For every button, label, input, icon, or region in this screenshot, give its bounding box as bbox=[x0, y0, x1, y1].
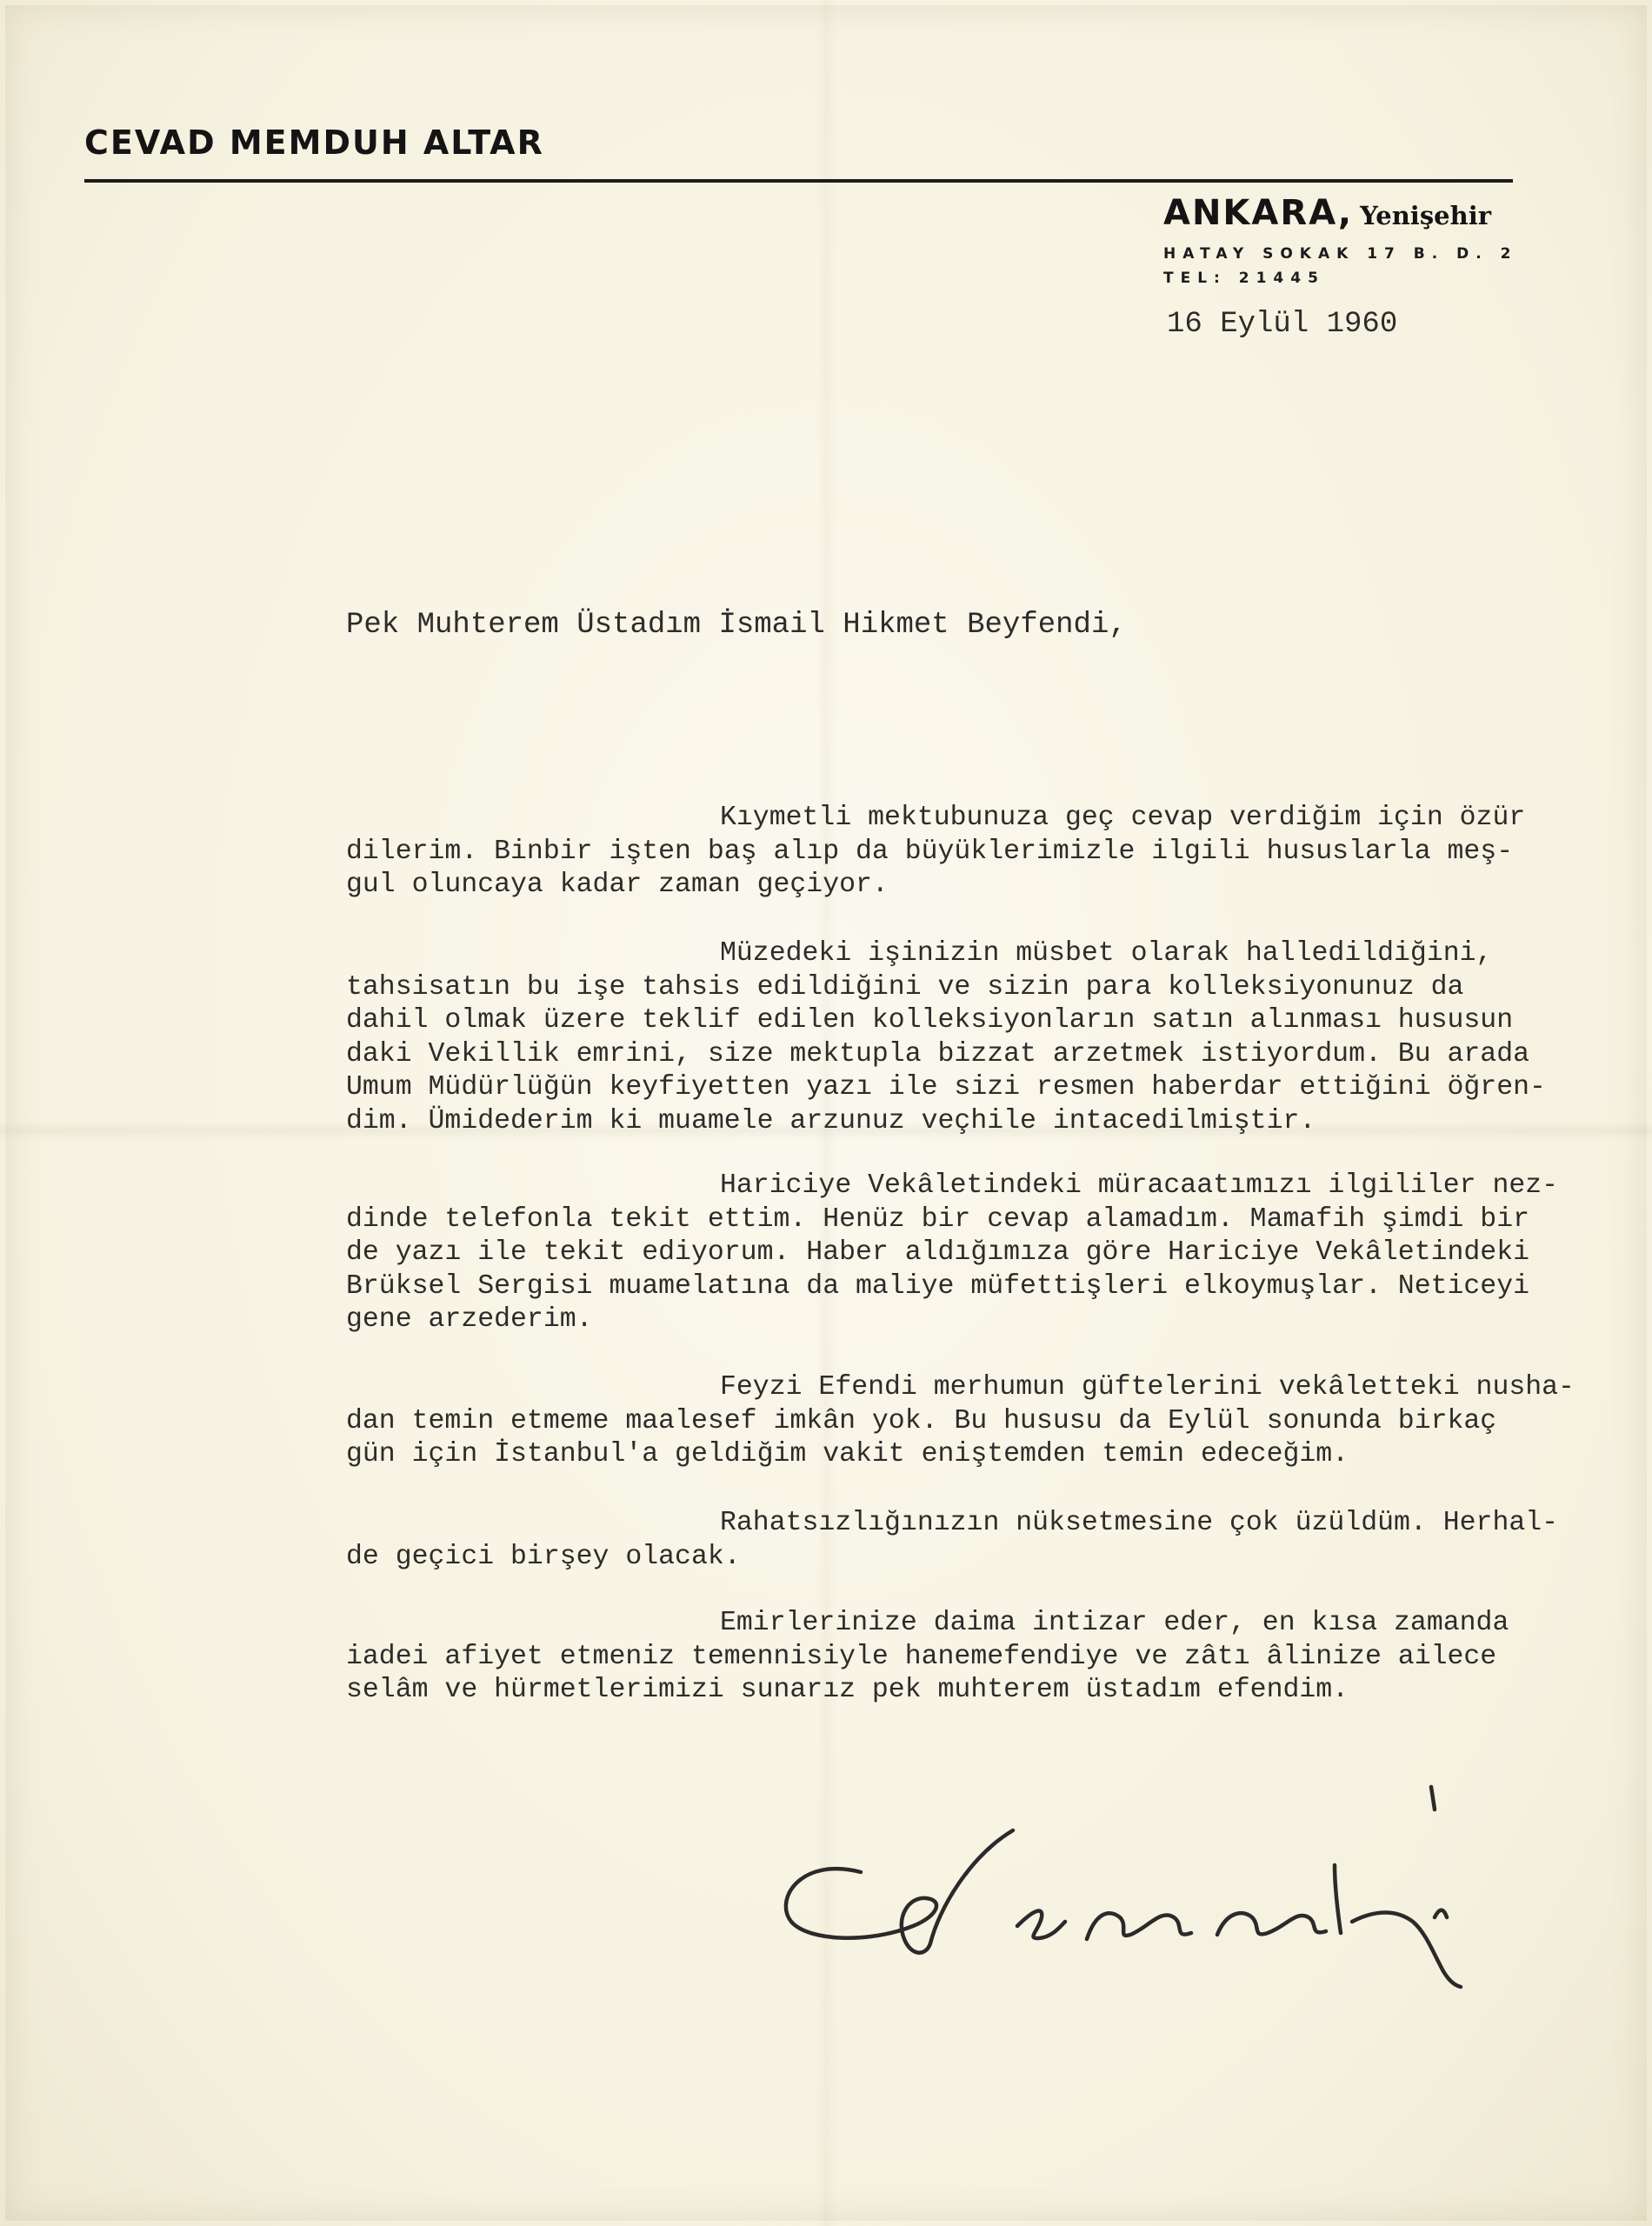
letterhead-address: HATAY SOKAK 17 B. D. 2 bbox=[1163, 245, 1518, 263]
text-line: Brüksel Sergisi muamelatına da maliye müfettişleri elkoymuşlar. Neticeyi bbox=[346, 1270, 1530, 1302]
text-line: dahil olmak üzere teklif edilen kolleksiyonların satın alınması hususun bbox=[346, 1005, 1514, 1036]
paragraph-foreign-ministry bbox=[346, 1170, 1559, 1337]
signature-stroke bbox=[1087, 1913, 1191, 1939]
text-line: Kıymetli mektubunuza geç cevap verdiğim için özür bbox=[720, 803, 1526, 833]
text-line: de geçici birşey olacak. bbox=[346, 1541, 741, 1572]
text-line: Hariciye Vekâletindeki müracaatımızı ilgililer nez- bbox=[720, 1170, 1559, 1201]
signature-stroke bbox=[1352, 1912, 1461, 1987]
text-line: Müzedeki işinizin müsbet olarak halledildiğini, bbox=[720, 938, 1493, 969]
letterhead-city-line bbox=[1163, 193, 1491, 233]
text-line: dan temin etmeme maalesef imkân yok. Bu hususu da Eylül sonunda birkaç bbox=[346, 1405, 1497, 1436]
text-line: selâm ve hürmetlerimizi sunarız pek muhterem üstadım efendim. bbox=[346, 1675, 1349, 1705]
letterhead-city: ANKARA, bbox=[1163, 193, 1354, 233]
text-line: gul oluncaya kadar zaman geçiyor. bbox=[346, 870, 889, 900]
signature-stroke bbox=[786, 1869, 936, 1953]
paragraph-health bbox=[346, 1507, 1559, 1574]
text-line: iadei afiyet etmeniz temennisiyle hanemefendiye ve zâtı âlinize ailece bbox=[346, 1641, 1497, 1672]
text-line: daki Vekillik emrini, size mektupla bizzat arzetmek istiyordum. Bu arada bbox=[346, 1038, 1530, 1070]
text-line: Emirlerinize daima intizar eder, en kısa zamanda bbox=[720, 1608, 1509, 1638]
signature-stroke bbox=[1017, 1911, 1065, 1938]
text-line: gene arzederim. bbox=[346, 1304, 593, 1335]
text-line: dinde telefonla tekit ettim. Henüz bir cevap alamadım. Mamafih şimdi bir bbox=[346, 1203, 1530, 1235]
letterhead-district: Yenişehir bbox=[1360, 201, 1491, 230]
paragraph-closing bbox=[346, 1607, 1511, 1708]
salutation: Pek Muhterem Üstadım İsmail Hikmet Beyfendi, bbox=[346, 609, 1127, 642]
paragraph-lyrics bbox=[346, 1371, 1575, 1472]
letterhead-rule bbox=[84, 179, 1513, 183]
letter-date: 16 Eylül 1960 bbox=[1167, 308, 1398, 341]
text-line: dim. Ümidederim ki muamele arzunuz veçhile intacedilmiştir. bbox=[346, 1105, 1316, 1136]
signature-stroke bbox=[1217, 1913, 1326, 1935]
paragraph-museum bbox=[346, 937, 1546, 1138]
text-line: Feyzi Efendi merhumun güftelerini vekâletteki nusha- bbox=[720, 1372, 1575, 1403]
handwritten-signature bbox=[765, 1778, 1548, 2022]
text-line: tahsisatın bu işe tahsis edildiğini ve sizin para kolleksiyonunuz da bbox=[346, 971, 1464, 1003]
text-line: Rahatsızlığınızın nüksetmesine çok üzüldüm. Herhal- bbox=[720, 1508, 1559, 1538]
text-line: gün için İstanbul'a geldiğim vakit eniştemden temin edeceğim. bbox=[346, 1439, 1349, 1470]
signature-stroke bbox=[1435, 1910, 1447, 1917]
signature-stroke bbox=[930, 1830, 1013, 1943]
text-line: Umum Müdürlüğün keyfiyetten yazı ile sizi resmen haberdar ettiğini öğren- bbox=[346, 1072, 1546, 1103]
paragraph-apology bbox=[346, 802, 1526, 903]
signature-stroke bbox=[1431, 1787, 1435, 1809]
text-line: dilerim. Binbir işten baş alıp da büyüklerimizle ilgili hususlarla meş- bbox=[346, 836, 1514, 867]
letterhead-name: CEVAD MEMDUH ALTAR bbox=[84, 123, 544, 162]
letterhead-phone: TEL: 21445 bbox=[1163, 270, 1325, 287]
signature-stroke bbox=[1335, 1865, 1341, 1933]
text-line: de yazı ile tekit ediyorum. Haber aldığımıza göre Hariciye Vekâletindeki bbox=[346, 1237, 1530, 1268]
